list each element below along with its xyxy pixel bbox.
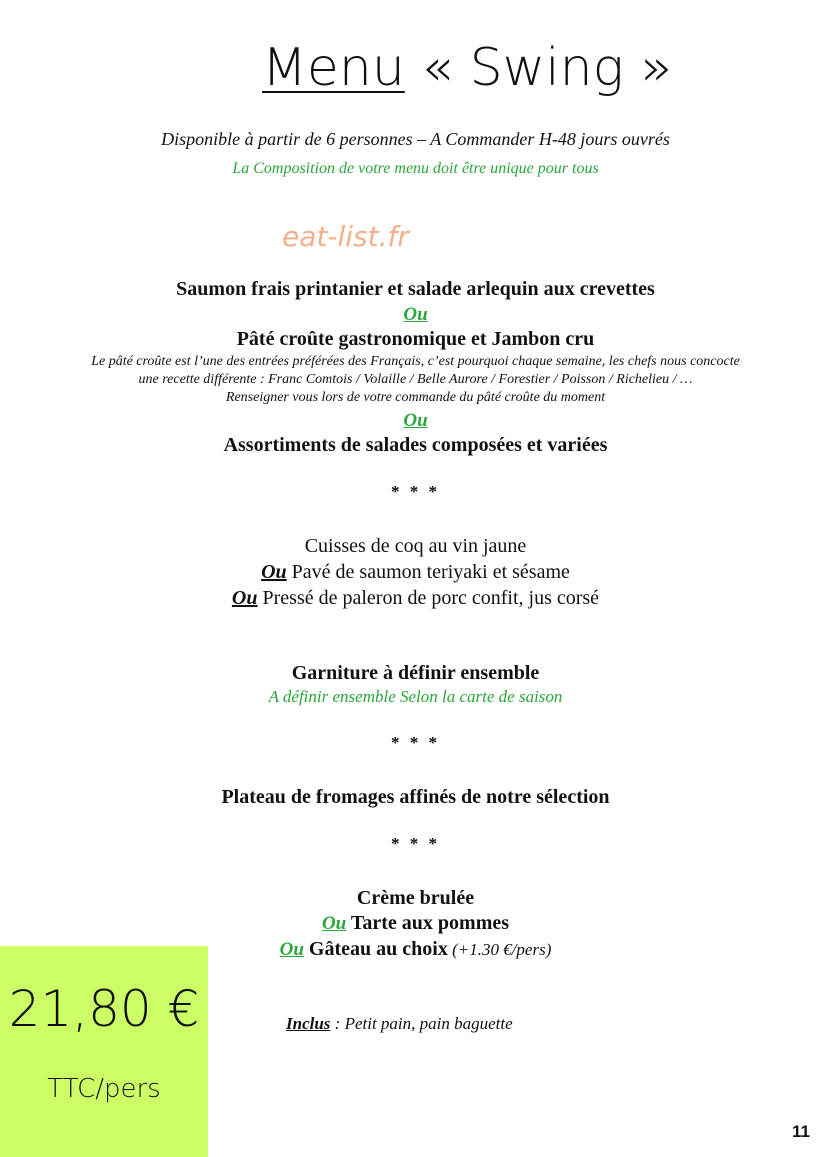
main-or-2: Ou [231,587,258,609]
entree-option-1: Saumon frais printanier et salade arlequin aux crevettes [176,278,655,300]
dessert-or-2: Ou [279,939,304,960]
included-label: Inclus [286,1014,331,1033]
separator-3: * * * [391,834,440,853]
dessert-option-1: Crème brulée [356,887,475,909]
included-note [286,1014,513,1034]
price-amount: 21,80 € [8,980,200,1038]
entree-option-2-desc-3: Renseigner vous lors de votre commande du pâté croûte du moment [225,390,606,405]
main-option-3 [0,587,831,610]
entree-option-2-desc-1: Le pâté croûte est l’une des entrées préférées des Français, c’est pourquoi chaque semaine, les chefs nous concocte [91,354,740,369]
entree-or-2: Ou [403,410,428,431]
availability-note: Disponible à partir de 6 personnes – A Commander H-48 jours ouvrés [161,129,670,149]
included-text: : Petit pain, pain baguette [330,1014,513,1033]
entree-or-1: Ou [403,304,428,325]
watermark: eat-list.fr [282,220,409,253]
main-option-2 [0,561,831,584]
entree-option-2: Pâté croûte gastronomique et Jambon cru [236,328,595,350]
title-word: Menu [262,38,405,98]
main-option-1: Cuisses de coq au vin jaune [304,535,527,557]
price-box [0,946,208,1157]
title-rest: « Swing » [404,38,673,98]
page-title [262,28,682,108]
separator-2: * * * [391,733,440,752]
page-number: 11 [792,1122,810,1141]
garniture-subtitle: A définir ensemble Selon la carte de saison [268,687,563,706]
garniture-title: Garniture à définir ensemble [291,662,540,684]
entree-option-2-desc-2: une recette différente : Franc Comtois / Volaille / Belle Aurore / Forestier / Poisson / Richelieu / … [138,372,693,387]
dessert-option-3-label: Gâteau au choix [303,938,448,960]
dessert-or-1: Ou [321,913,347,934]
price-unit: TTC/pers [47,1074,161,1104]
dessert-option-2 [0,912,831,935]
dessert-option-2-label: Tarte aux pommes [346,912,510,934]
main-option-3-label: Pressé de paleron de porc confit, jus corsé [257,587,600,609]
entree-option-3: Assortiments de salades composées et variées [223,434,608,456]
composition-note: La Composition de votre menu doit être unique pour tous [232,160,599,177]
main-or-1: Ou [261,561,287,583]
separator-1: * * * [391,482,440,501]
main-option-2-label: Pavé de saumon teriyaki et sésame [286,561,570,583]
cheese-course: Plateau de fromages affinés de notre sélection [221,786,610,808]
dessert-option-3-extra: (+1.30 €/pers) [447,940,552,959]
